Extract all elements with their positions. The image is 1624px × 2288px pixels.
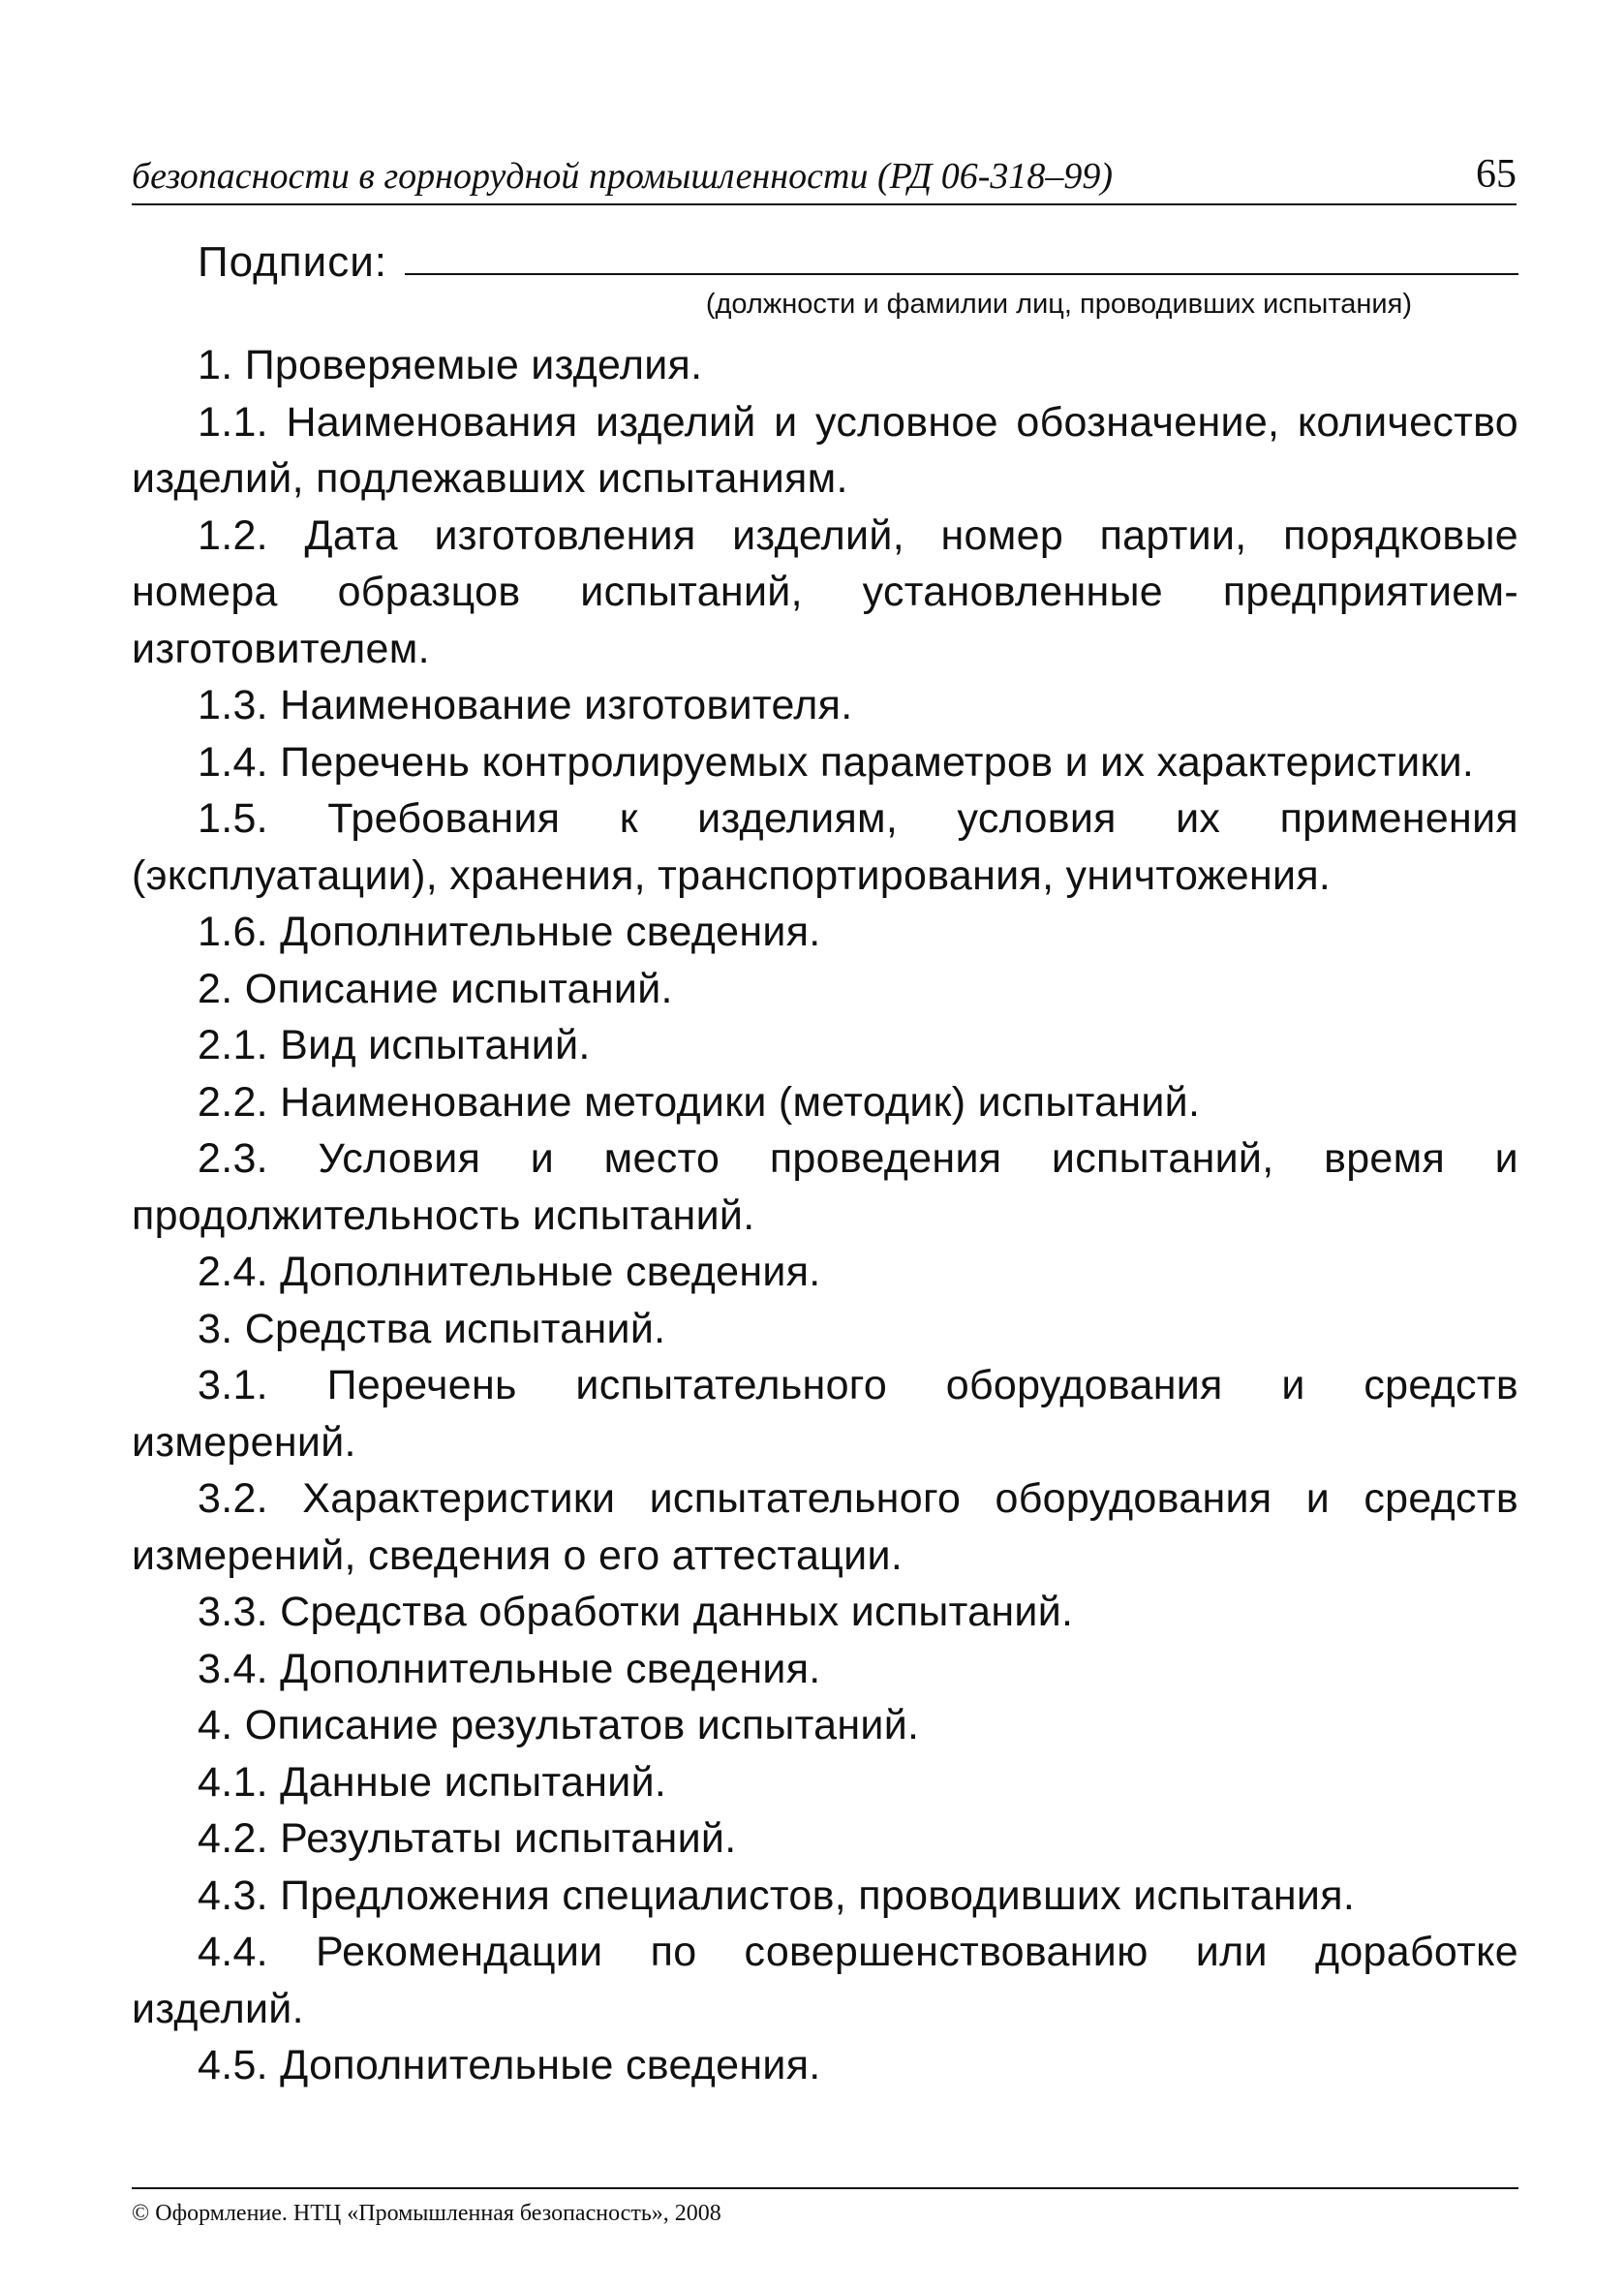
list-item: 1.3. Наименование изготовителя. — [198, 682, 853, 728]
list-item: 2.1. Вид испытаний. — [198, 1022, 591, 1068]
list-item: 3. Средства испытаний. — [198, 1305, 666, 1352]
list-item: 3.2. Характеристики испытательного оборудования и средств измерений, сведения о его аттестации. — [132, 1475, 1518, 1579]
list-item: 1.6. Дополнительные сведения. — [198, 909, 821, 955]
list-item: 4.3. Предложения специалистов, проводивших испытания. — [198, 1871, 1356, 1919]
list-item: 4.2. Результаты испытаний. — [198, 1815, 737, 1862]
list-item: 4. Описание результатов испытаний. — [198, 1702, 920, 1748]
list-item: 3.1. Перечень испытательного оборудования и средств измерений. — [132, 1362, 1518, 1466]
list-item: 2.3. Условия и место проведения испытаний, время и продолжительность испытаний. — [132, 1135, 1518, 1239]
page-number: 65 — [1476, 152, 1517, 197]
list-item: 3.4. Дополнительные сведения. — [198, 1645, 821, 1692]
list-item: 3.3. Средства обработки данных испытаний. — [198, 1589, 1074, 1635]
list-item: 2. Описание испытаний. — [198, 965, 673, 1012]
footer-copyright: © Оформление. НТЦ «Промышленная безопасность», 2008 — [132, 2201, 721, 2226]
list-item: 2.4. Дополнительные сведения. — [198, 1249, 821, 1295]
list-item: 1. Проверяемые изделия. — [198, 342, 703, 388]
list-item: 4.1. Данные испытаний. — [198, 1758, 667, 1806]
list-item: 4.5. Дополнительные сведения. — [198, 2042, 821, 2088]
list-item: 4.4. Рекомендации по совершенствованию или доработке изделий. — [132, 1929, 1518, 2032]
signature-label: Подписи: — [198, 238, 388, 286]
footer-rule — [132, 2187, 1518, 2189]
list-item: 1.2. Дата изготовления изделий, номер партии, порядковые номера образцов испытаний, установленные предприятием-изготовителем. — [132, 511, 1518, 672]
list-item: 1.1. Наименования изделий и условное обозначение, количество изделий, подлежавших испытаниям. — [132, 398, 1518, 502]
document-body — [132, 225, 1518, 2094]
list-item: 1.4. Перечень контролируемых параметров и их характеристики. — [198, 738, 1475, 786]
running-title: безопасности в горнорудной промышленности (РД 06-318–99) — [132, 156, 1114, 197]
signature-line — [405, 262, 1518, 275]
signature-caption: (должности и фамилии лиц, проводивших испытания) — [705, 289, 1412, 320]
page-header — [132, 145, 1517, 205]
list-item: 2.2. Наименование методики (методик) испытаний. — [198, 1078, 1201, 1126]
signature-row — [132, 225, 1518, 287]
protocol-items-list — [132, 337, 1518, 2094]
list-item: 1.5. Требования к изделиям, условия их применения (эксплуатации), хранения, транспортирования, уничтожения. — [132, 795, 1518, 899]
